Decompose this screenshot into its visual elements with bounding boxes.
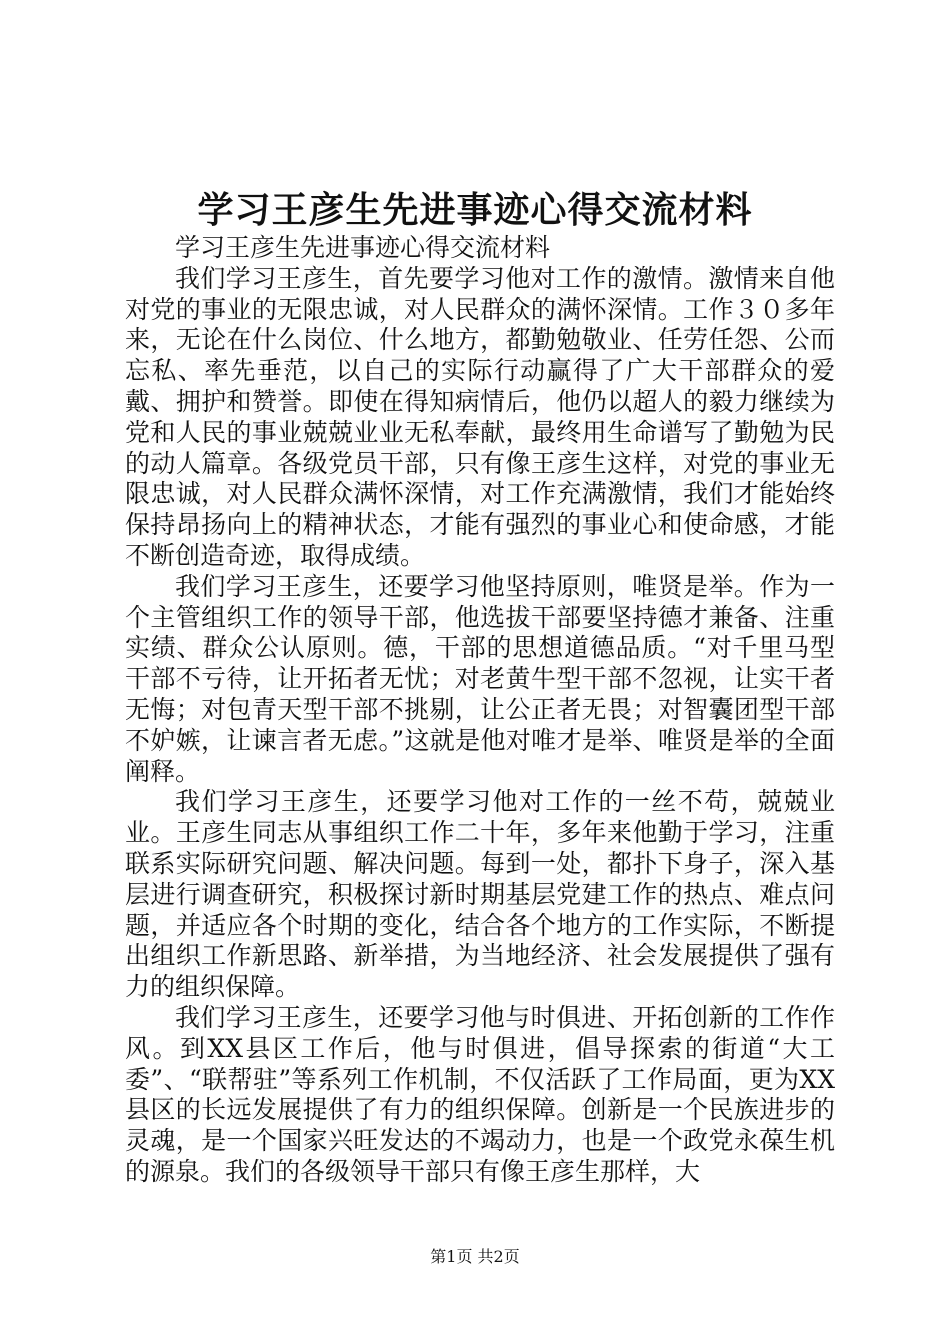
body-paragraph: 我们学习王彦生，还要学习他对工作的一丝不苟，兢兢业业。王彦生同志从事组织工作二十年，多年来他勤于学习，注重联系实际研究问题、解决问题。每到一处，都扑下身子，深入基层进行调查研究，积极探讨新时期基层党建工作的热点、难点问题，并适应各个时期的变化，结合各个地方的工作实际，不断提出组织工作新思路、新举措，为当地经济、社会发展提供了强有力的组织保障。	[125, 787, 835, 1002]
body-paragraph: 我们学习王彦生，首先要学习他对工作的激情。激情来自他对党的事业的无限忠诚，对人民群众的满怀深情。工作３０多年来，无论在什么岗位、什么地方，都勤勉敬业、任劳任怨、公而忘私、率先垂范，以自己的实际行动赢得了广大干部群众的爱戴、拥护和赞誉。即使在得知病情后，他仍以超人的毅力继续为党和人民的事业兢兢业业无私奉献，最终用生命谱写了勤勉为民的动人篇章。各级党员干部，只有像王彦生这样，对党的事业无限忠诚，对人民群众满怀深情，对工作充满激情，我们才能始终保持昂扬向上的精神状态，才能有强烈的事业心和使命感，才能不断创造奇迹，取得成绩。	[125, 263, 835, 570]
document-body	[125, 233, 835, 1188]
body-paragraph: 我们学习王彦生，还要学习他坚持原则，唯贤是举。作为一个主管组织工作的领导干部，他选拔干部要坚持德才兼备、注重实绩、群众公认原则。德，干部的思想道德品质。“对千里马型干部不亏待，让开拓者无忧；对老黄牛型干部不忽视，让实干者无悔；对包青天型干部不挑剔，让公正者无畏；对智囊团型干部不妒嫉，让谏言者无虑。”这就是他对唯才是举、唯贤是举的全面阐释。	[125, 571, 835, 786]
page-number-footer: 第1页 共2页	[430, 1247, 520, 1266]
document-title: 学习王彦生先进事迹心得交流材料	[197, 189, 753, 231]
body-paragraph: 我们学习王彦生，还要学习他与时俱进、开拓创新的工作作风。到XX县区工作后，他与时俱进，倡导探索的街道“大工委”、“联帮驻”等系列工作机制，不仅活跃了工作局面，更为XX县区的长远发展提供了有力的组织保障。创新是一个民族进步的灵魂，是一个国家兴旺发达的不竭动力，也是一个政党永葆生机的源泉。我们的各级领导干部只有像王彦生那样，大	[125, 1002, 835, 1186]
body-paragraph-subtitle: 学习王彦生先进事迹心得交流材料	[175, 233, 551, 262]
